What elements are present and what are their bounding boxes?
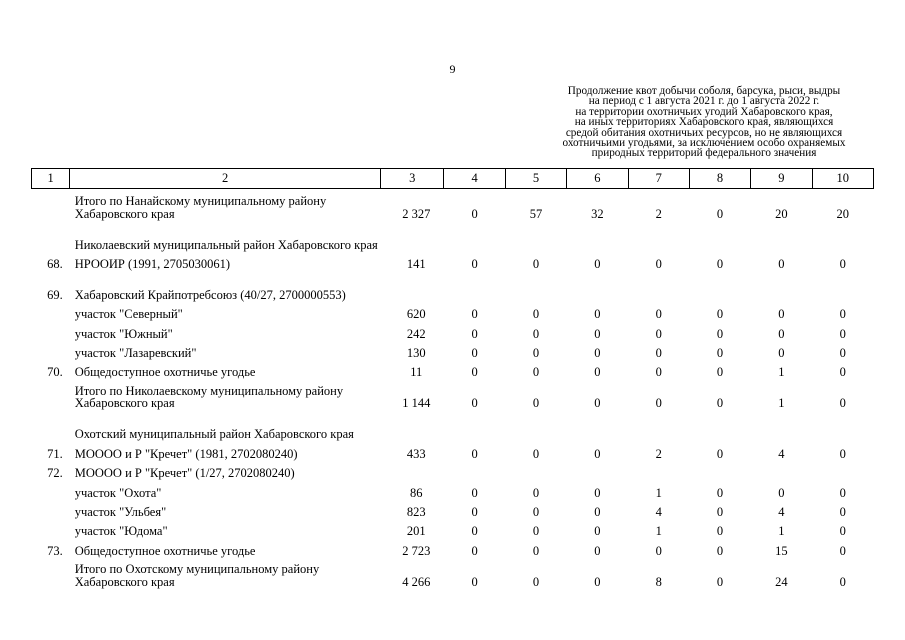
value-cell: 4 266 [402,574,431,589]
row-name: НРООИР (1991, 2705030061) [74,256,231,271]
value-cell: 823 [406,505,426,520]
value-cell: 0 [716,574,724,589]
value-cell [689,460,750,479]
value-cell: 1 [778,524,785,539]
value-cell: 0 [716,543,724,558]
row-number [32,519,70,538]
value-cell [505,220,566,251]
table-row [32,410,874,441]
table-row [32,538,874,557]
value-cell [505,270,566,301]
value-cell: 0 [655,346,662,361]
value-cell: 0 [716,365,724,380]
value-cell: 130 [406,346,426,361]
value-cell: 433 [406,446,426,461]
value-cell: 201 [406,524,426,539]
value-cell [751,220,812,251]
value-cell: 0 [778,485,785,500]
value-cell: 0 [655,396,662,411]
value-cell: 0 [839,505,846,520]
value-cell: 4 [778,446,785,461]
table-row [32,321,874,340]
value-cell: 0 [716,307,724,322]
value-cell: 0 [716,505,724,520]
row-name: участок "Лазаревский" [74,346,197,361]
value-cell [751,460,812,479]
row-name: Охотский муниципальный район Хабаровского края [74,427,354,442]
value-cell: 0 [839,543,846,558]
value-cell: 0 [655,307,662,322]
value-cell: 0 [716,485,724,500]
value-cell [567,220,628,251]
value-cell: 0 [594,326,601,341]
value-cell: 0 [839,446,846,461]
column-header: 4 [444,169,505,189]
value-cell: 0 [839,326,846,341]
value-cell [381,270,444,301]
value-cell: 0 [471,543,478,558]
value-cell: 2 [655,446,662,461]
value-cell: 1 [655,524,662,539]
table-row [32,499,874,518]
value-cell: 8 [655,574,662,589]
value-cell: 2 327 [402,206,431,221]
value-cell: 0 [532,446,540,461]
table-header [32,169,874,189]
row-name: Хабаровский Крайпотребсоюз (40/27, 2700000553) [74,287,346,302]
value-cell [689,410,750,441]
value-cell: 0 [655,543,662,558]
value-cell: 0 [532,326,540,341]
row-name: Николаевский муниципальный район Хабаровского края [74,237,378,252]
value-cell: 0 [716,206,724,221]
table-row [32,460,874,479]
value-cell: 0 [778,346,785,361]
value-cell: 0 [471,307,478,322]
value-cell: 15 [775,543,788,558]
value-cell [567,460,628,479]
caption-line: охотничьими угодьями, за исключением особо охраняемых [562,137,846,150]
value-cell: 0 [778,326,785,341]
value-cell: 0 [532,307,540,322]
row-number [32,321,70,340]
value-cell: 0 [471,346,478,361]
caption-line: средой обитания охотничьих ресурсов, но не являющихся [565,126,843,139]
column-header: 9 [751,169,812,189]
value-cell: 2 723 [402,543,431,558]
row-name: участок "Южный" [74,326,173,341]
value-cell: 0 [471,446,478,461]
value-cell: 0 [594,396,601,411]
table-row [32,557,874,588]
row-number [32,189,70,221]
value-cell: 0 [532,256,540,271]
page-number: 9 [449,62,456,76]
value-cell [751,270,812,301]
value-cell: 4 [655,505,662,520]
value-cell: 1 [655,485,662,500]
table-caption [535,86,873,159]
value-cell [444,220,505,251]
column-header: 8 [689,169,750,189]
value-cell: 0 [471,505,478,520]
value-cell: 0 [839,485,846,500]
value-cell: 0 [716,446,724,461]
value-cell [567,270,628,301]
row-number [32,410,70,441]
table-row [32,379,874,410]
value-cell: 0 [532,524,540,539]
quota-table-wrapper [31,168,874,588]
value-cell: 0 [839,524,846,539]
row-name: Общедоступное охотничье угодье [74,365,256,380]
table-row [32,441,874,460]
value-cell: 0 [532,365,540,380]
table-row [32,480,874,499]
row-number [32,220,70,251]
caption-line: Продолжение квот добычи соболя, барсука, рыси, выдры [567,85,841,97]
value-cell: 0 [839,574,846,589]
value-cell: 0 [594,307,601,322]
caption-line: на территории охотничьих угодий Хабаровского края, [575,105,833,118]
value-cell: 0 [471,365,478,380]
row-number: 72. [47,466,63,481]
value-cell: 0 [471,574,478,589]
value-cell: 0 [471,256,478,271]
value-cell [505,460,566,479]
column-header: 7 [628,169,689,189]
value-cell: 0 [594,524,601,539]
column-header: 6 [567,169,628,189]
value-cell [812,220,873,251]
table-row [32,189,874,221]
value-cell [444,410,505,441]
value-cell: 0 [594,485,601,500]
value-cell: 0 [839,396,846,411]
value-cell: 0 [471,485,478,500]
value-cell [381,220,444,251]
value-cell: 0 [594,365,601,380]
row-number [32,340,70,359]
row-number [32,499,70,518]
value-cell: 141 [406,256,426,271]
value-cell: 0 [655,365,662,380]
value-cell [381,460,444,479]
table-body [32,189,874,589]
value-cell: 0 [839,256,846,271]
value-cell: 0 [532,574,540,589]
value-cell: 242 [406,326,426,341]
value-cell [628,270,689,301]
row-number [32,379,70,410]
value-cell: 0 [471,206,478,221]
row-number: 69. [47,287,63,302]
row-name: МОООО и Р "Кречет" (1981, 2702080240) [74,446,298,461]
value-cell: 1 144 [402,396,431,411]
value-cell: 20 [836,206,850,221]
row-number: 71. [47,446,63,461]
value-cell [628,220,689,251]
table-row [32,519,874,538]
value-cell: 11 [410,365,423,380]
value-cell: 0 [594,446,601,461]
value-cell: 0 [594,256,601,271]
value-cell: 4 [778,505,785,520]
value-cell [444,270,505,301]
column-header: 3 [381,169,444,189]
value-cell: 0 [532,543,540,558]
value-cell [812,410,873,441]
header-row [32,169,874,189]
value-cell: 620 [406,307,426,322]
value-cell: 0 [532,505,540,520]
value-cell: 0 [532,485,540,500]
value-cell [444,460,505,479]
caption-line: на период с 1 августа 2021 г. до 1 августа 2022 г. [588,95,820,108]
value-cell [689,270,750,301]
value-cell: 0 [716,256,724,271]
value-cell: 0 [839,365,846,380]
row-number [32,301,70,320]
value-cell [751,410,812,441]
value-cell: 0 [594,574,601,589]
value-cell: 0 [655,326,662,341]
value-cell: 0 [655,256,662,271]
table-row [32,220,874,251]
column-header: 2 [70,169,381,189]
row-number: 68. [47,256,63,271]
value-cell [505,410,566,441]
value-cell [628,460,689,479]
value-cell: 57 [529,206,543,221]
value-cell [812,460,873,479]
row-name: участок "Юдома" [74,524,168,539]
value-cell [628,410,689,441]
row-name: Итого по Охотскому муниципальному району Хабаровского края [74,562,320,589]
quota-table [31,168,874,588]
row-name: МОООО и Р "Кречет" (1/27, 2702080240) [74,466,295,481]
row-name: участок "Северный" [74,307,183,322]
value-cell: 0 [594,505,601,520]
value-cell: 32 [591,206,604,221]
row-name: Общедоступное охотничье угодье [74,543,256,558]
column-header: 5 [505,169,566,189]
value-cell: 2 [655,206,662,221]
row-number [32,557,70,588]
value-cell: 0 [839,346,846,361]
value-cell: 0 [716,396,724,411]
value-cell [567,410,628,441]
table-row [32,301,874,320]
row-name: участок "Ульбея" [74,505,167,520]
value-cell: 0 [471,396,478,411]
row-number [32,480,70,499]
table-row [32,270,874,301]
value-cell: 0 [839,307,846,322]
value-cell: 0 [594,346,601,361]
value-cell: 24 [775,574,788,589]
row-number: 73. [47,543,63,558]
caption-line: на иных территориях Хабаровского края, являющихся [574,116,834,129]
row-number: 70. [47,365,63,380]
value-cell: 0 [778,256,785,271]
value-cell: 1 [778,365,785,380]
table-row [32,360,874,379]
value-cell: 0 [532,396,540,411]
column-header: 1 [32,169,70,189]
value-cell: 1 [778,396,785,411]
value-cell [381,410,444,441]
value-cell: 20 [775,206,788,221]
value-cell [812,270,873,301]
value-cell: 0 [778,307,785,322]
value-cell: 0 [594,543,601,558]
value-cell: 0 [716,524,724,539]
row-name: Итого по Нанайскому муниципальному району Хабаровского края [74,194,327,221]
value-cell: 0 [471,326,478,341]
value-cell: 0 [716,326,724,341]
value-cell: 0 [532,346,540,361]
value-cell: 0 [471,524,478,539]
row-name: участок "Охота" [74,485,162,500]
table-row [32,251,874,270]
value-cell [689,220,750,251]
value-cell: 0 [716,346,724,361]
row-name: Итого по Николаевскому муниципальному району Хабаровского края [74,383,344,411]
column-header: 10 [812,169,873,189]
table-row [32,340,874,359]
value-cell: 86 [410,485,423,500]
caption-line: природных территорий федерального значения [591,147,817,160]
